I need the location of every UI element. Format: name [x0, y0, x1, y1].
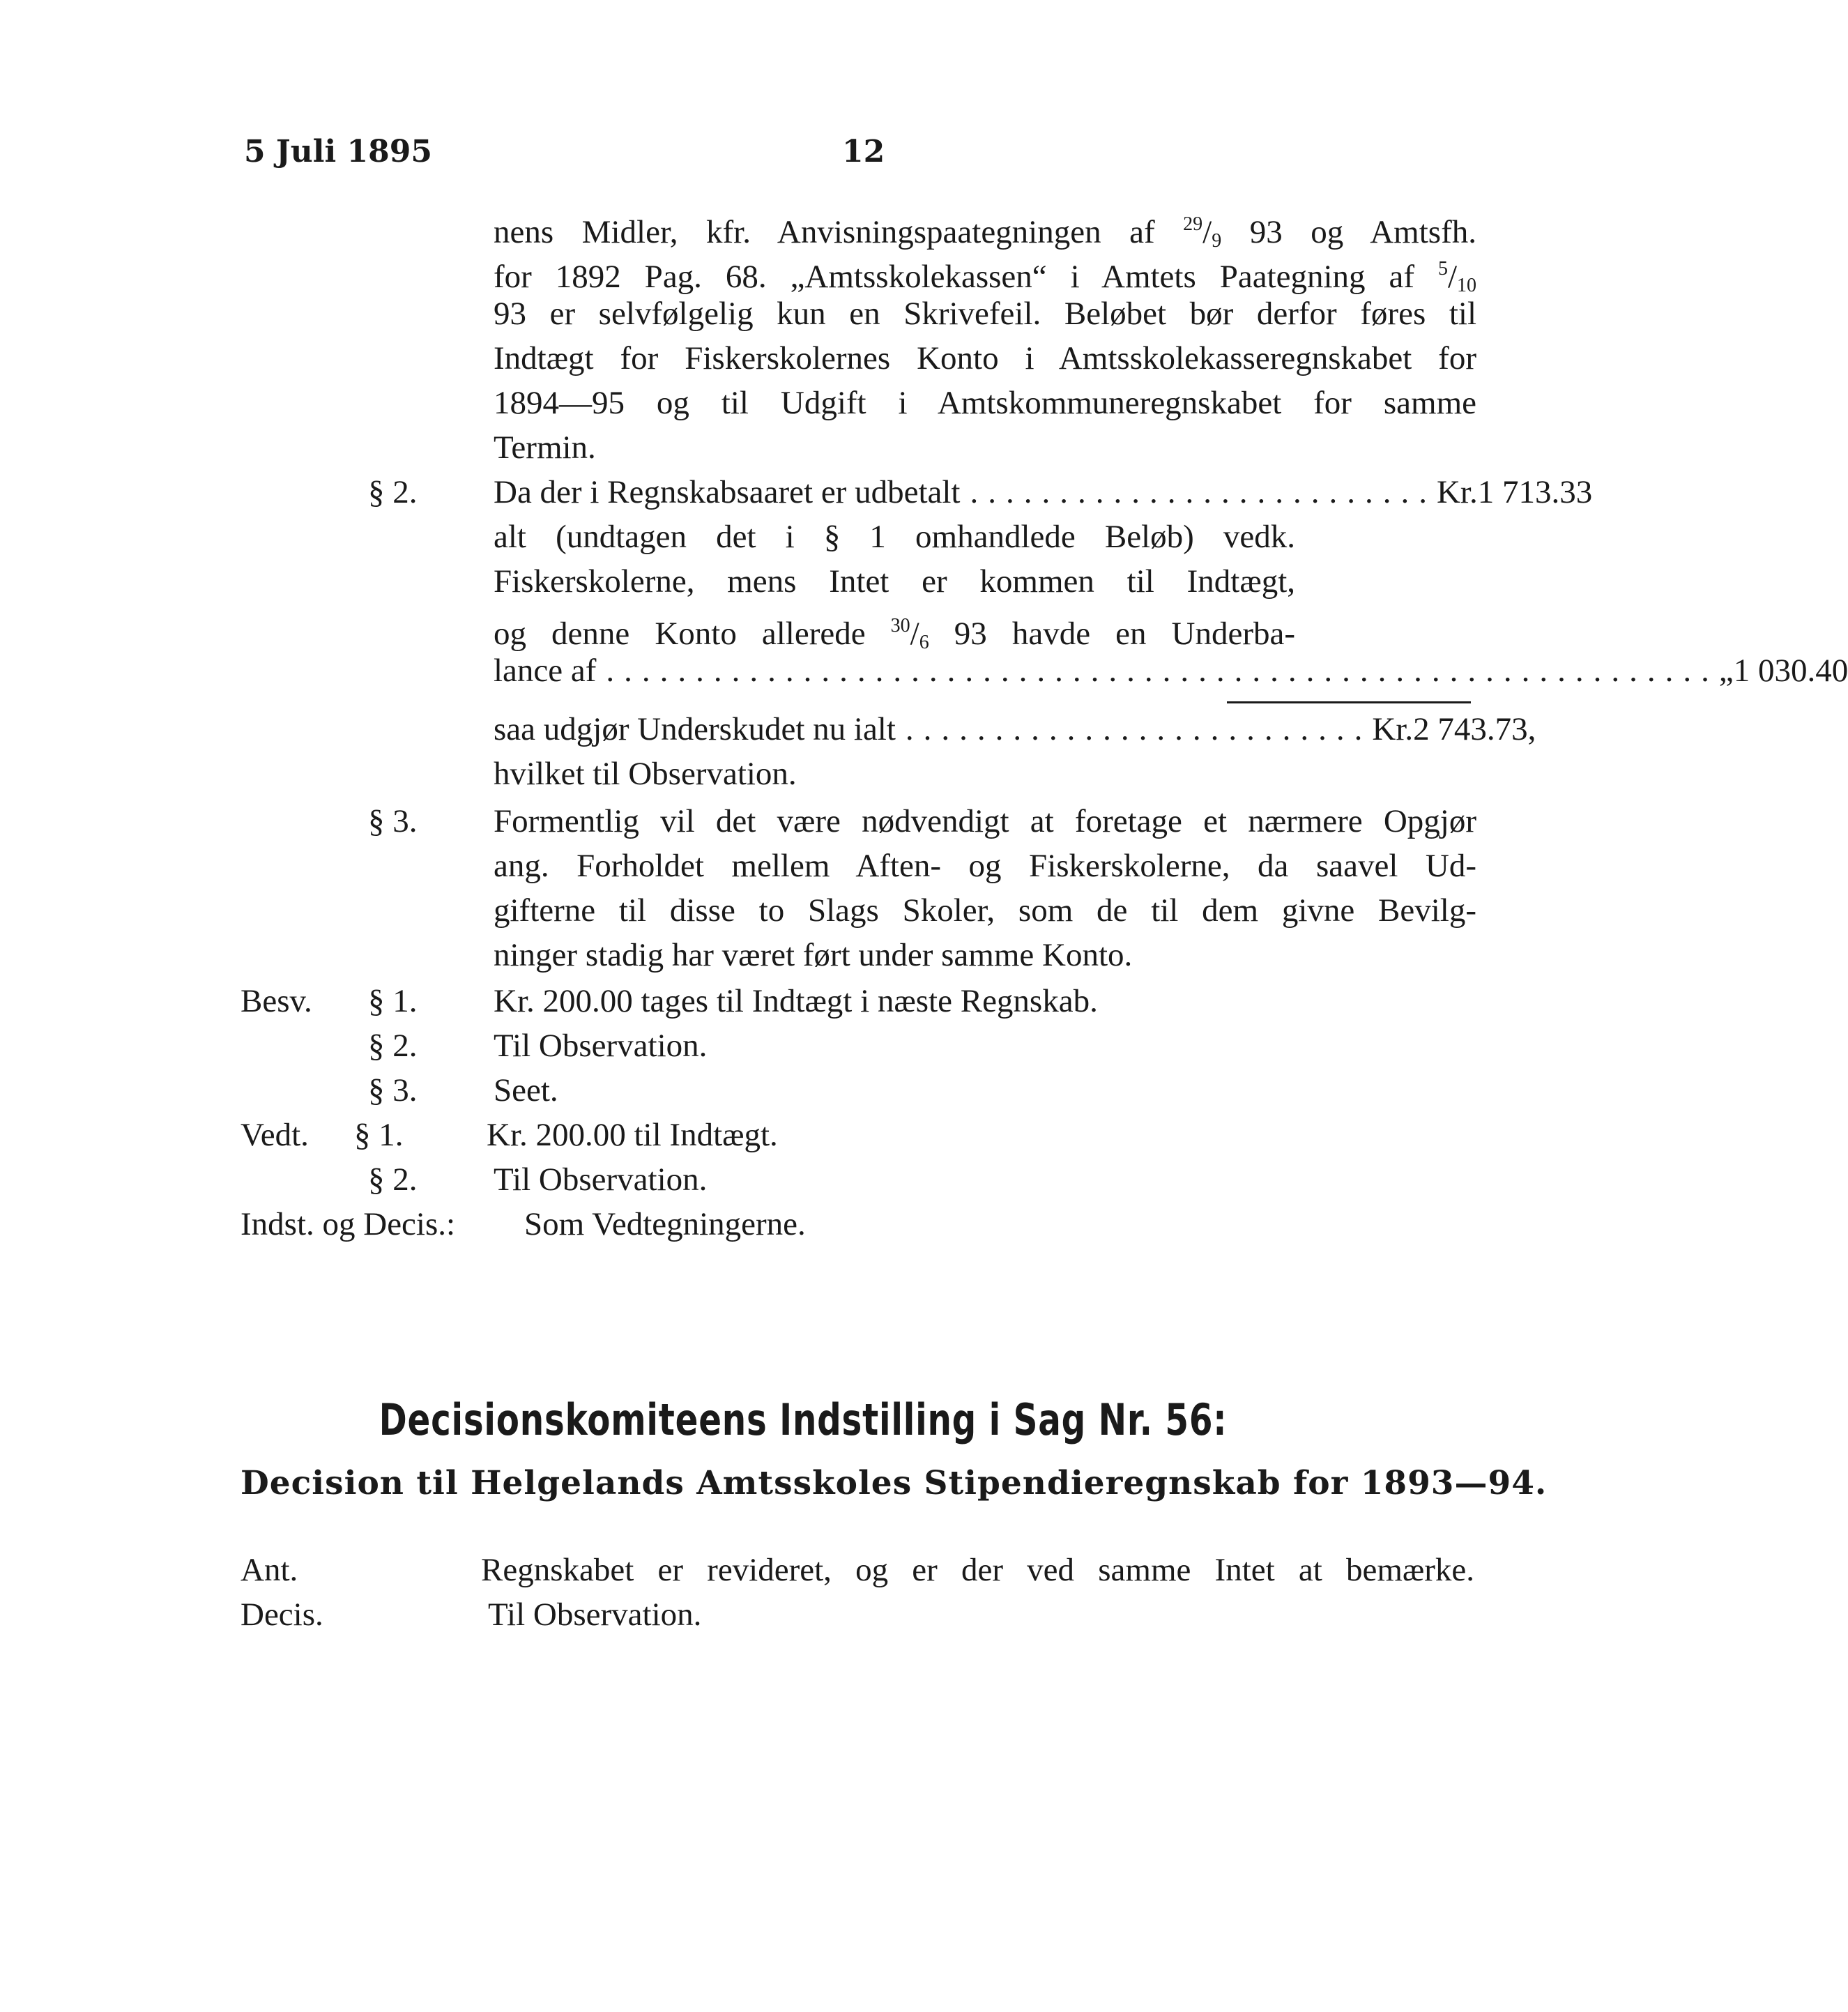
section-subtitle: Decision til Helgelands Amtsskoles Stipendieregnskab for 1893—94. — [240, 1464, 1548, 1502]
text-line: alt (undtagen det i § 1 omhandlede Beløb) vedk. — [494, 519, 1295, 555]
section-label: § 1. — [354, 1117, 404, 1153]
page-number: 12 — [842, 134, 885, 169]
amount-row: saa udgjør Underskudet nu ialt .......................... Kr. 2 743.73, — [494, 711, 1536, 747]
text-line: Til Observation. — [494, 1161, 708, 1198]
amount-row: lance af .............................................................. „ 1 030.40 — [494, 653, 1848, 689]
text-line: Til Observation. — [494, 1028, 708, 1064]
section-label: § 3. — [368, 803, 418, 839]
section-title: Decisionskomiteens Indstilling i Sag Nr. 56: — [379, 1394, 1228, 1445]
resolution-label: Vedt. — [240, 1117, 309, 1153]
amount-row: Da der i Regnskabsaaret er udbetalt .......................... Kr. 1 713.33 — [494, 474, 1593, 510]
section-label: § 2. — [368, 1028, 418, 1064]
section-label: § 3. — [368, 1072, 418, 1108]
text-line: Til Observation. — [488, 1596, 702, 1633]
section-label: § 2. — [368, 474, 418, 510]
text-line: 1894—95 og til Udgift i Amtskommuneregnskabet for samme — [494, 385, 1476, 421]
text-line: Termin. — [494, 429, 596, 466]
resolution-label: Indst. og Decis.: — [240, 1206, 456, 1242]
text-line: og denne Konto allerede $^{30}/_6$ 93 havde en Underba- — [494, 615, 1296, 653]
ant-label: Ant. — [240, 1552, 298, 1588]
text-line: nens Midler, kfr. Anvisningspaategningen af $^{29}/_9$ 93 og Amtsfh. — [494, 213, 1476, 252]
text-line: Indtægt for Fiskerskolernes Konto i Amtsskolekasseregnskabet for — [494, 340, 1476, 376]
text-line: ang. Forholdet mellem Aften- og Fiskerskolerne, da saavel Ud- — [494, 848, 1476, 884]
text-line: Regnskabet er revideret, og er der ved samme Intet at bemærke. — [481, 1552, 1474, 1588]
text-line: for 1892 Pag. 68. „Amtsskolekassen“ i Amtets Paategning af $^5/_{10}$ — [494, 258, 1477, 296]
text-line: Kr. 200.00 tages til Indtægt i næste Regnskab. — [494, 983, 1098, 1019]
text-line: Formentlig vil det være nødvendigt at foretage et nærmere Opgjør — [494, 803, 1476, 839]
text-line: gifterne til disse to Slags Skoler, som de til dem givne Bevilg- — [494, 892, 1476, 929]
resolution-label: Besv. — [240, 983, 312, 1019]
header-date: 5 Juli 1895 — [244, 134, 432, 169]
text-line: Kr. 200.00 til Indtægt. — [487, 1117, 778, 1153]
text-line: ninger stadig har været ført under samme Konto. — [494, 937, 1133, 973]
text-line: Fiskerskolerne, mens Intet er kommen til Indtægt, — [494, 563, 1295, 600]
text-line: hvilket til Observation. — [494, 756, 797, 792]
section-label: § 2. — [368, 1161, 418, 1198]
text-line: 93 er selvfølgelig kun en Skrivefeil. Beløbet bør derfor føres til — [494, 296, 1476, 332]
text-line: Seet. — [494, 1072, 558, 1108]
section-label: § 1. — [368, 983, 418, 1019]
sum-rule — [1227, 701, 1471, 703]
text-line: Som Vedtegningerne. — [524, 1206, 806, 1242]
decis-label: Decis. — [240, 1596, 323, 1633]
